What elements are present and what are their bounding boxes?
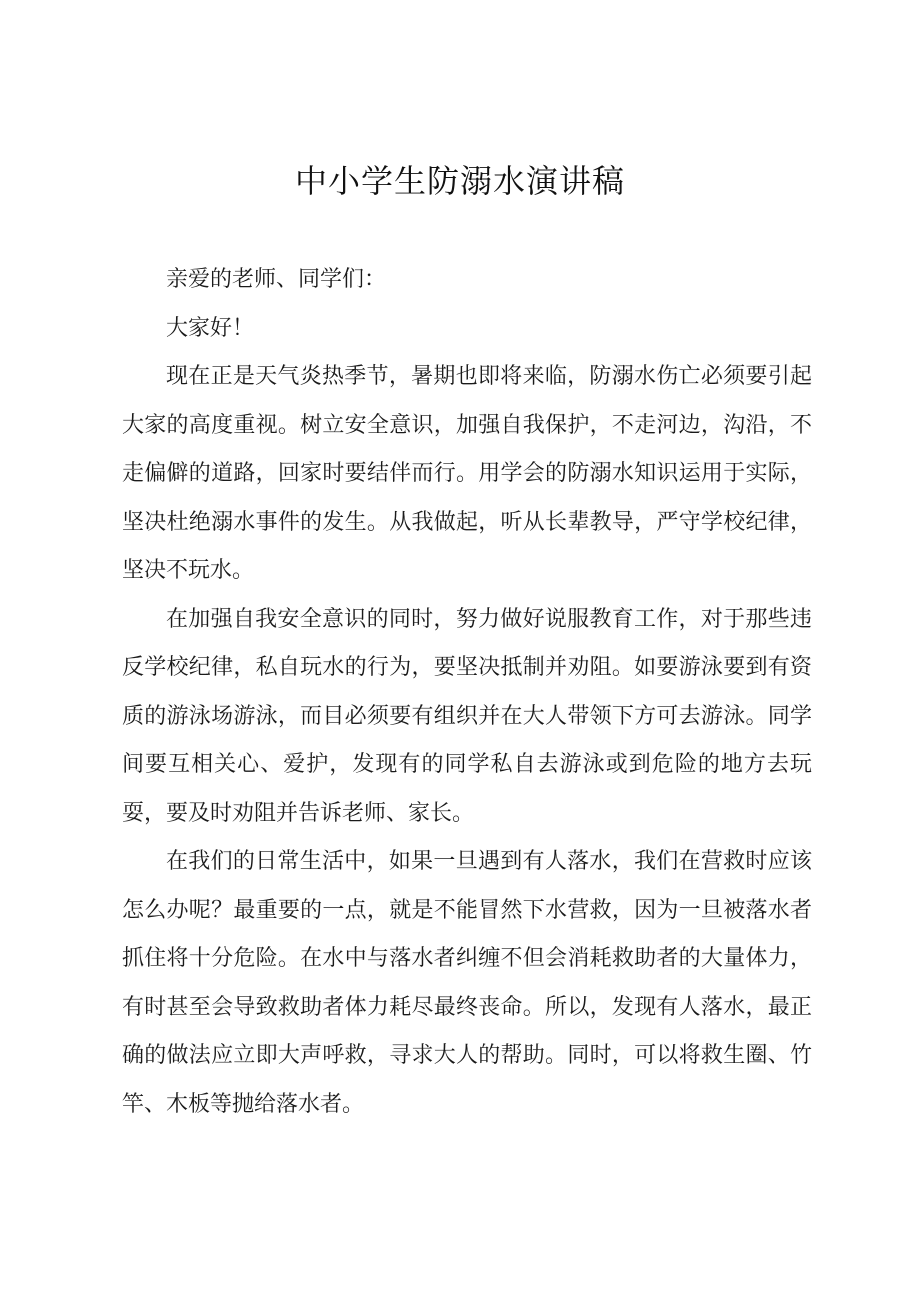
greeting-line: 亲爱的老师、同学们： <box>166 267 387 292</box>
document-body <box>122 256 812 1129</box>
paragraph-3: 在我们的日常生活中，如果一旦遇到有人落水，我们在营救时应该怎么办呢？最重要的一点，就是不能冒然下水营救，因为一旦被落水者抓住将十分危险。在水中与落水者纠缠不但会消耗救助者的大量体力，有时甚至会导致救助者体力耗尽最终丧命。所以，发现有人落水，最正确的做法应立即大声呼救，寻求大人的帮助。同时，可以将救生圈、竹竿、木板等抛给落水者。 <box>122 849 812 1117</box>
paragraph-2: 在加强自我安全意识的同时，努力做好说服教育工作，对于那些违反学校纪律，私自玩水的行为，要坚决抵制并劝阻。如要游泳要到有资质的游泳场游泳，而目必须要有组织并在大人带领下方可去游泳。同学间要互相关心、爱护，发现有的同学私自去游泳或到危险的地方去玩耍，要及时劝阻并告诉老师、家长。 <box>122 606 812 826</box>
paragraph-1: 现在正是天气炎热季节，暑期也即将来临，防溺水伤亡必须要引起大家的高度重视。树立安全意识，加强自我保护，不走河边，沟沿，不走偏僻的道路，回家时要结伴而行。用学会的防溺水知识运用于实际，坚决杜绝溺水事件的发生。从我做起，听从长辈教导，严守学校纪律，坚决不玩水。 <box>122 364 812 583</box>
salutation-line: 大家好！ <box>166 315 255 341</box>
document-title: 中小学生防溺水演讲稿 <box>294 162 625 200</box>
